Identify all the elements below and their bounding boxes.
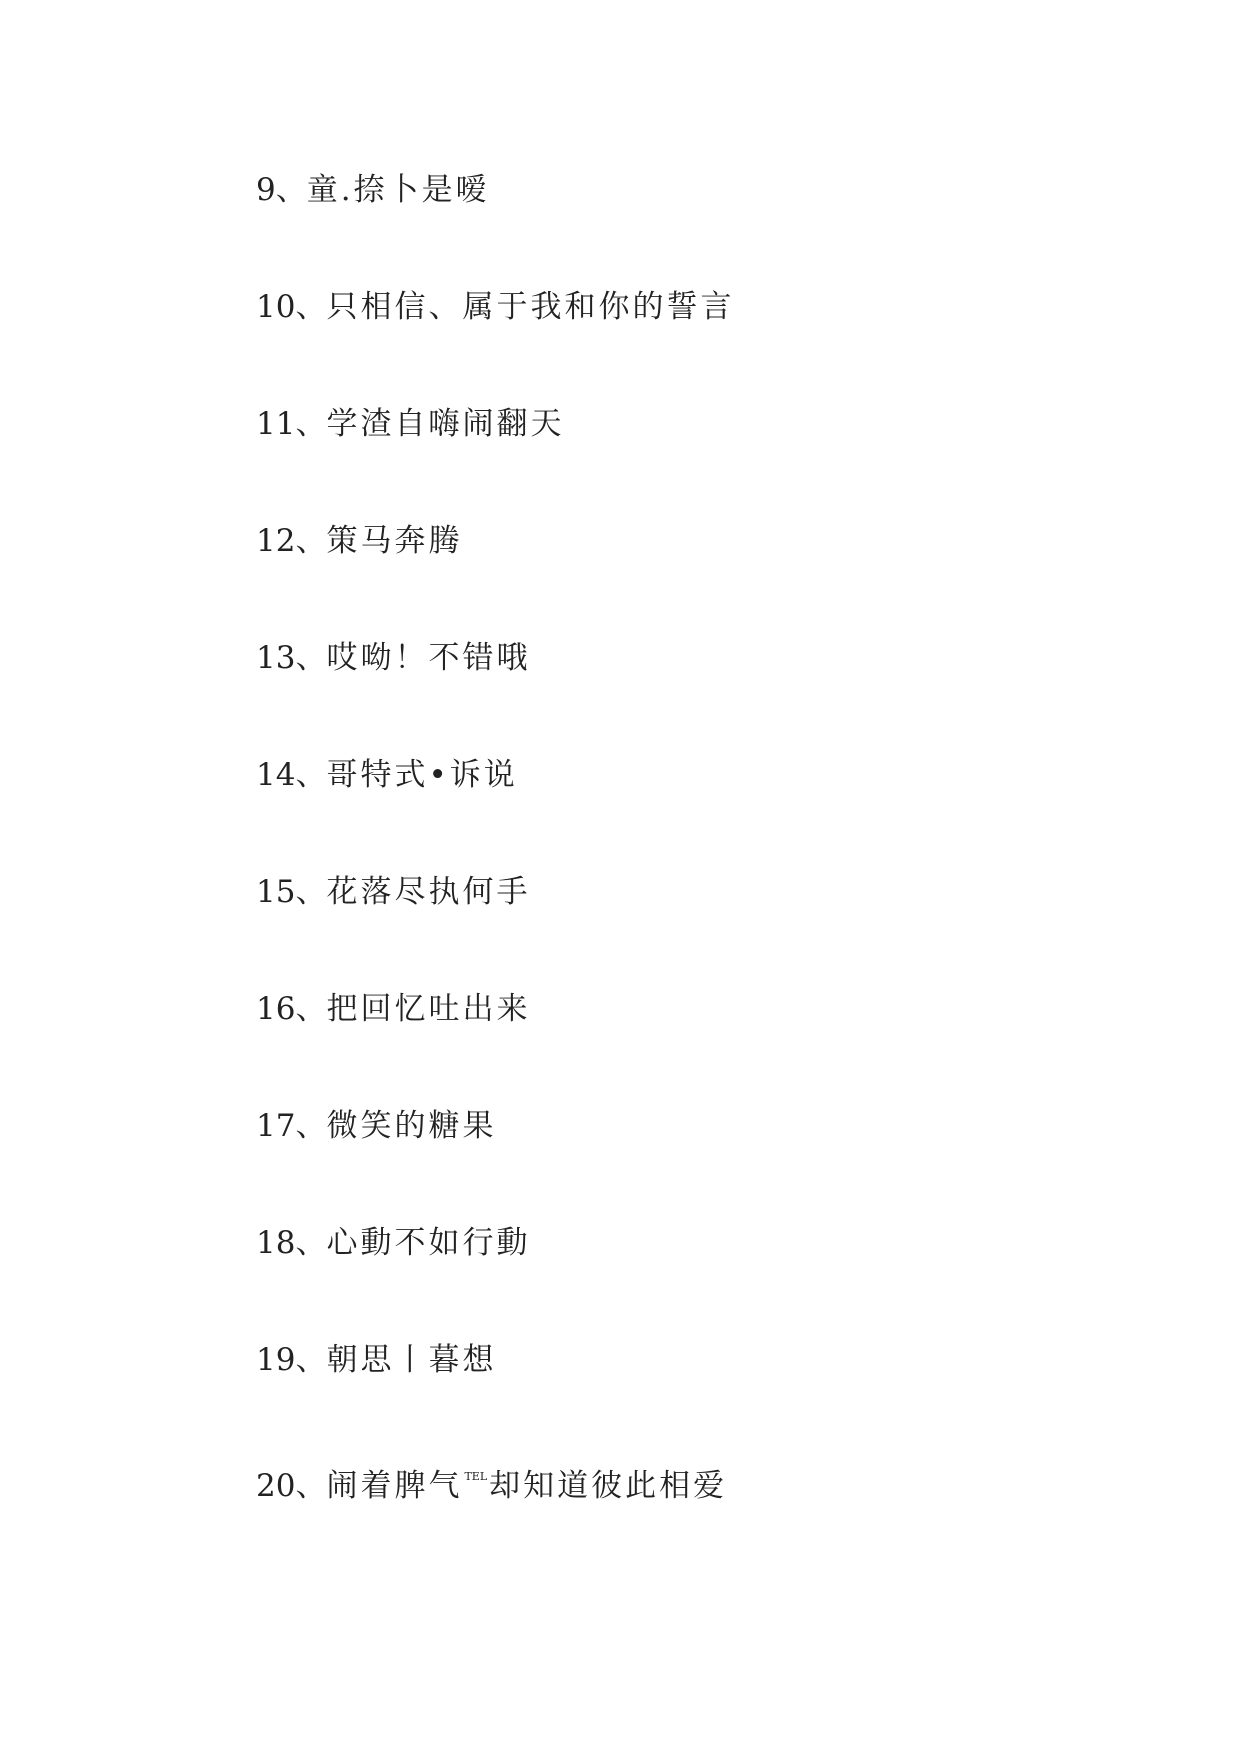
- item-number: 16、: [256, 991, 327, 1027]
- list-item: [256, 1447, 734, 1564]
- list-item: [256, 277, 734, 394]
- item-number: 11、: [256, 406, 327, 442]
- item-text: 学渣自嗨闹翻天: [326, 406, 565, 442]
- item-text: 把回忆吐出来: [326, 991, 531, 1027]
- item-number: 18、: [256, 1225, 327, 1261]
- list-item: [256, 1096, 734, 1213]
- list-item: [256, 628, 734, 745]
- item-number: 10、: [256, 289, 327, 325]
- item-number: 17、: [256, 1108, 327, 1144]
- list-item: [256, 979, 734, 1096]
- item-text: 朝思丨暮想: [326, 1342, 497, 1378]
- item-text: 闹着脾气: [326, 1468, 463, 1504]
- item-number: 19、: [256, 1342, 327, 1378]
- item-text: 童.捺卜是嗳: [306, 172, 490, 208]
- item-text: 哥特式•诉说: [326, 757, 518, 793]
- item-number: 9、: [256, 172, 307, 208]
- item-text: 微笑的糖果: [326, 1108, 497, 1144]
- item-text: 只相信、属于我和你的誓言: [326, 289, 735, 325]
- item-text: 心動不如行動: [326, 1225, 531, 1261]
- item-number: 13、: [256, 640, 327, 676]
- item-text-continued: 却知道彼此相爱: [489, 1468, 728, 1504]
- list-item: [256, 394, 734, 511]
- list-item: [256, 160, 734, 277]
- item-number: 14、: [256, 757, 327, 793]
- item-text: 哎呦！不错哦: [326, 640, 531, 676]
- item-number: 20、: [256, 1468, 327, 1504]
- item-number: 15、: [256, 874, 327, 910]
- list-item: [256, 1330, 734, 1447]
- list-item: [256, 745, 734, 862]
- item-superscript: TEL: [464, 1470, 488, 1483]
- item-text: 花落尽执何手: [326, 874, 531, 910]
- list-item: [256, 1213, 734, 1330]
- nickname-list: [256, 160, 734, 1564]
- item-text: 策马奔腾: [326, 523, 463, 559]
- item-number: 12、: [256, 523, 327, 559]
- list-item: [256, 511, 734, 628]
- list-item: [256, 862, 734, 979]
